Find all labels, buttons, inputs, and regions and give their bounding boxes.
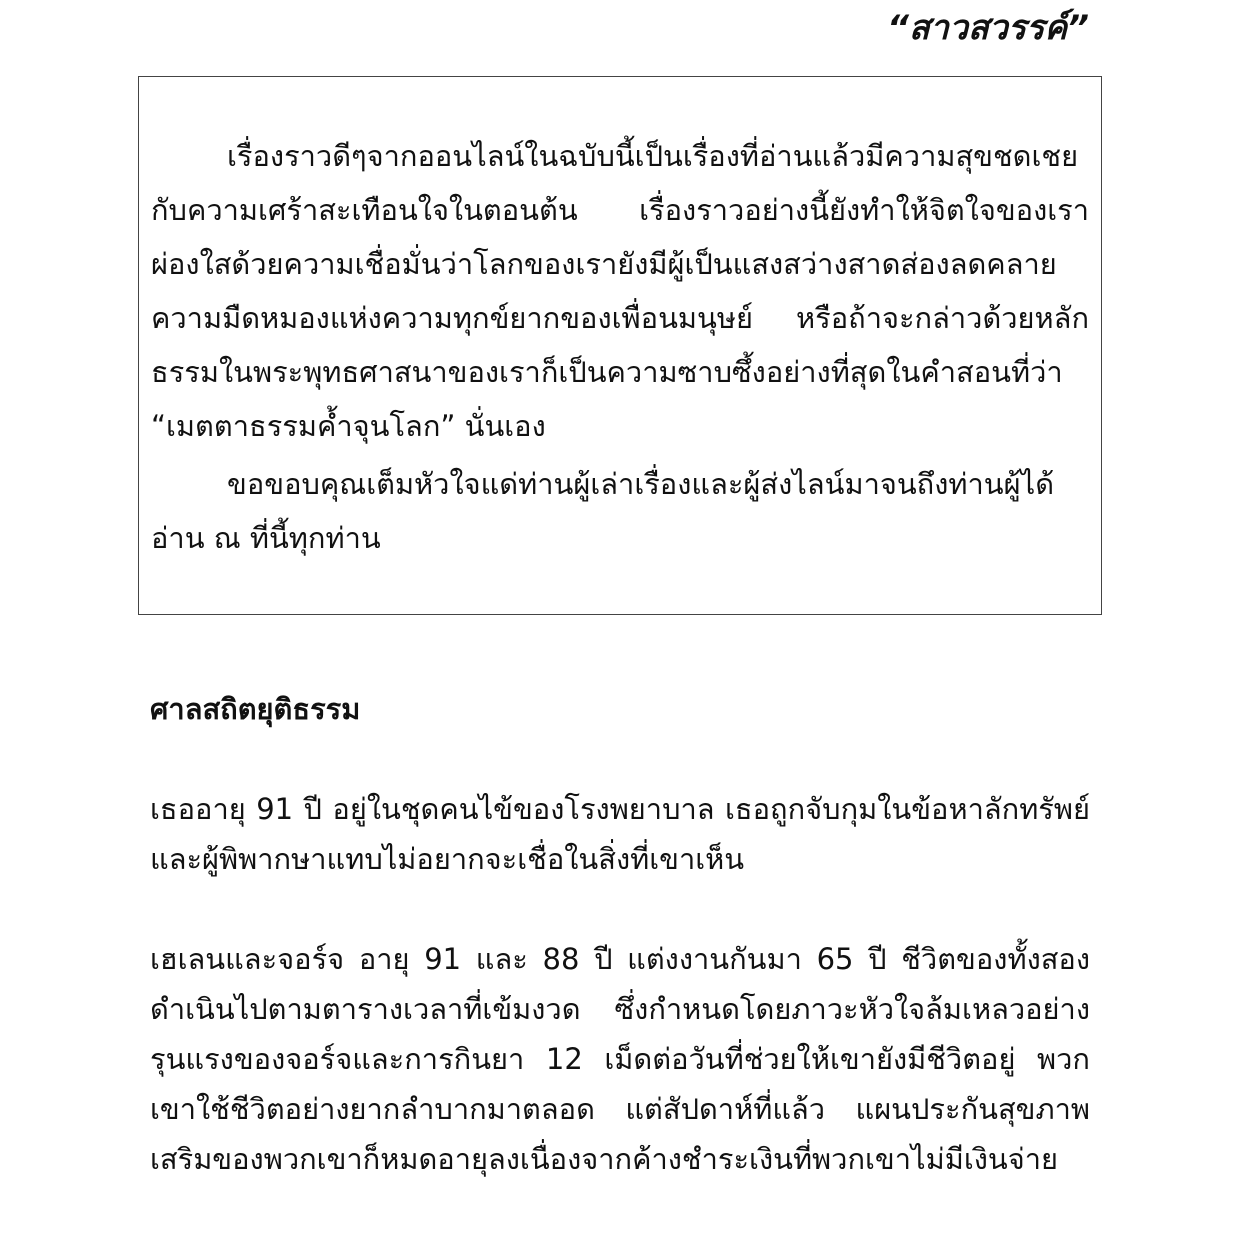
signature: “สาวสวรรค์” [887, 8, 1089, 48]
article-paragraph: เฮเลนและจอร์จ อายุ 91 และ 88 ปี แต่งงานกันมา 65 ปี ชีวิตของทั้งสองดำเนินไปตามตารางเวลาที่เข้มงวด ซึ่งกำหนดโดยภาวะหัวใจล้มเหลวอย่างรุนแรงของจอร์จและการกินยา 12 เม็ดต่อวันที่ช่วยให้เขายังมีชีวิตอยู่ พวกเขาใช้ชีวิตอย่างยากลำบากมาตลอด แต่สัปดาห์ที่แล้ว แผนประกันสุขภาพเสริมของพวกเขาก็หมดอายุลงเนื่องจากค้างชำระเงินที่พวกเขาไม่มีเงินจ่าย [150, 942, 1090, 1176]
thanks-paragraph: ขอขอบคุณเต็มหัวใจแด่ท่านผู้เล่าเรื่องและผู้ส่งไลน์มาจนถึงท่านผู้ได้อ่าน ณ ที่นี้ทุกท่าน [151, 467, 1055, 555]
article-paragraph: เธออายุ 91 ปี อยู่ในชุดคนไข้ของโรงพยาบาล เธอถูกจับกุมในข้อหาลักทรัพย์ และผู้พิพากษาแทบไม่อยากจะเชื่อในสิ่งที่เขาเห็น [150, 792, 1090, 876]
intro-paragraph: เรื่องราวดีๆจากออนไลน์ในฉบับนี้เป็นเรื่องที่อ่านแล้วมีความสุขชดเชยกับความเศร้าสะเทือนใจในตอนต้น เรื่องราวอย่างนี้ยังทำให้จิตใจของเราผ่องใสด้วยความเชื่อมั่นว่าโลกของเรายังมีผู้เป็นแสงสว่างสาดส่องลดคลายความมืดหมองแห่งความทุกข์ยากของเพื่อนมนุษย์ หรือถ้าจะกล่าวด้วยหลักธรรมในพระพุทธศาสนาของเราก็เป็นความซาบซึ้งอย่างที่สุดในคำสอนที่ว่า “เมตตาธรรมค้ำจุนโลก” นั่นเอง [151, 139, 1089, 443]
intro-box [138, 76, 1102, 615]
article-heading: ศาลสถิตยุติธรรม [150, 692, 361, 726]
